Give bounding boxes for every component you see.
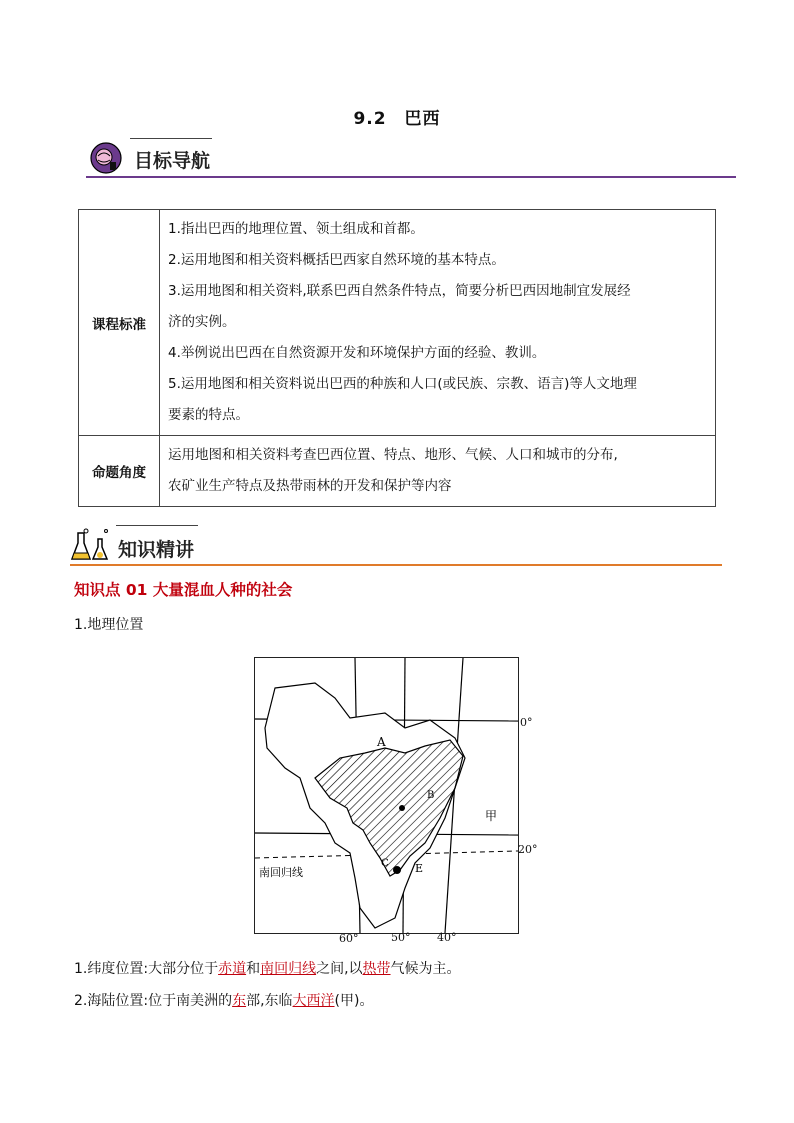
section-header-goals — [86, 136, 736, 180]
list-item: 4.举例说出巴西在自然资源开发和环境保护方面的经验、教训。 — [168, 345, 546, 361]
label-b: B — [427, 790, 435, 801]
label-atlantic-jia: 甲 — [485, 809, 498, 823]
label-lon-50: 50° — [391, 931, 411, 944]
brazil-map — [254, 657, 519, 934]
latitude-position-line — [74, 958, 461, 978]
label-lon-40: 40° — [437, 931, 457, 944]
row-header: 课程标准 — [79, 210, 160, 436]
text: 1.纬度位置:大部分位于 — [74, 961, 219, 977]
row-header: 命题角度 — [79, 436, 160, 507]
answer-east: 东 — [232, 993, 247, 1009]
standards-table — [78, 209, 716, 507]
text: 之间,以 — [316, 961, 363, 977]
map-graphic — [255, 658, 518, 933]
section-header-knowledge — [70, 523, 722, 567]
list-item: 农矿业生产特点及热带雨林的开发和保护等内容 — [168, 478, 452, 494]
list-item: 运用地图和相关资料考查巴西位置、特点、地形、气候、人口和城市的分布, — [168, 447, 618, 463]
answer-atlantic: 大西洋 — [292, 993, 335, 1009]
subheading-location: 1.地理位置 — [74, 617, 144, 633]
knowledge-point-title: 知识点 01 大量混血人种的社会 — [74, 581, 293, 599]
list-item: 2.运用地图和相关资料概括巴西家自然环境的基本特点。 — [168, 252, 505, 268]
list-item: 3.运用地图和相关资料,联系巴西自然条件特点，简要分析巴西因地制宜发展经 — [168, 283, 631, 299]
label-e: E — [415, 862, 424, 875]
table-row — [79, 436, 716, 507]
list-item: 5.运用地图和相关资料说出巴西的种族和人口(或民族、宗教、语言)等人文地理 — [168, 376, 637, 392]
answer-tropic: 南回归线 — [260, 961, 317, 977]
answer-equator: 赤道 — [218, 961, 247, 977]
section-title-goals: 目标导航 — [134, 150, 211, 172]
label-c: C — [381, 858, 389, 869]
sea-land-position-line — [74, 990, 373, 1010]
text: 和 — [246, 961, 261, 977]
label-tropic-name: 南回归线 — [259, 866, 303, 879]
list-item: 1.指出巴西的地理位置、领土组成和首都。 — [168, 221, 424, 237]
label-lat-20: 20° — [518, 843, 538, 856]
page-title: 9.2 巴西 — [353, 109, 441, 129]
text: 部,东临 — [246, 993, 293, 1009]
text: (甲)。 — [334, 993, 374, 1009]
label-a: A — [377, 735, 386, 749]
row-content — [160, 210, 716, 436]
capital-marker — [399, 805, 405, 811]
text: 2.海陆位置:位于南美洲的 — [74, 993, 233, 1009]
text: 气候为主。 — [390, 961, 461, 977]
flask-icon — [70, 525, 116, 565]
answer-tropical: 热带 — [362, 961, 391, 977]
table-row — [79, 210, 716, 436]
brain-gear-icon — [86, 136, 130, 180]
label-lat-0: 0° — [520, 716, 533, 729]
label-lon-60: 60° — [339, 932, 359, 945]
list-item: 要素的特点。 — [168, 407, 249, 423]
row-content — [160, 436, 716, 507]
list-item: 济的实例。 — [168, 314, 236, 330]
section-title-knowledge: 知识精讲 — [118, 539, 195, 561]
